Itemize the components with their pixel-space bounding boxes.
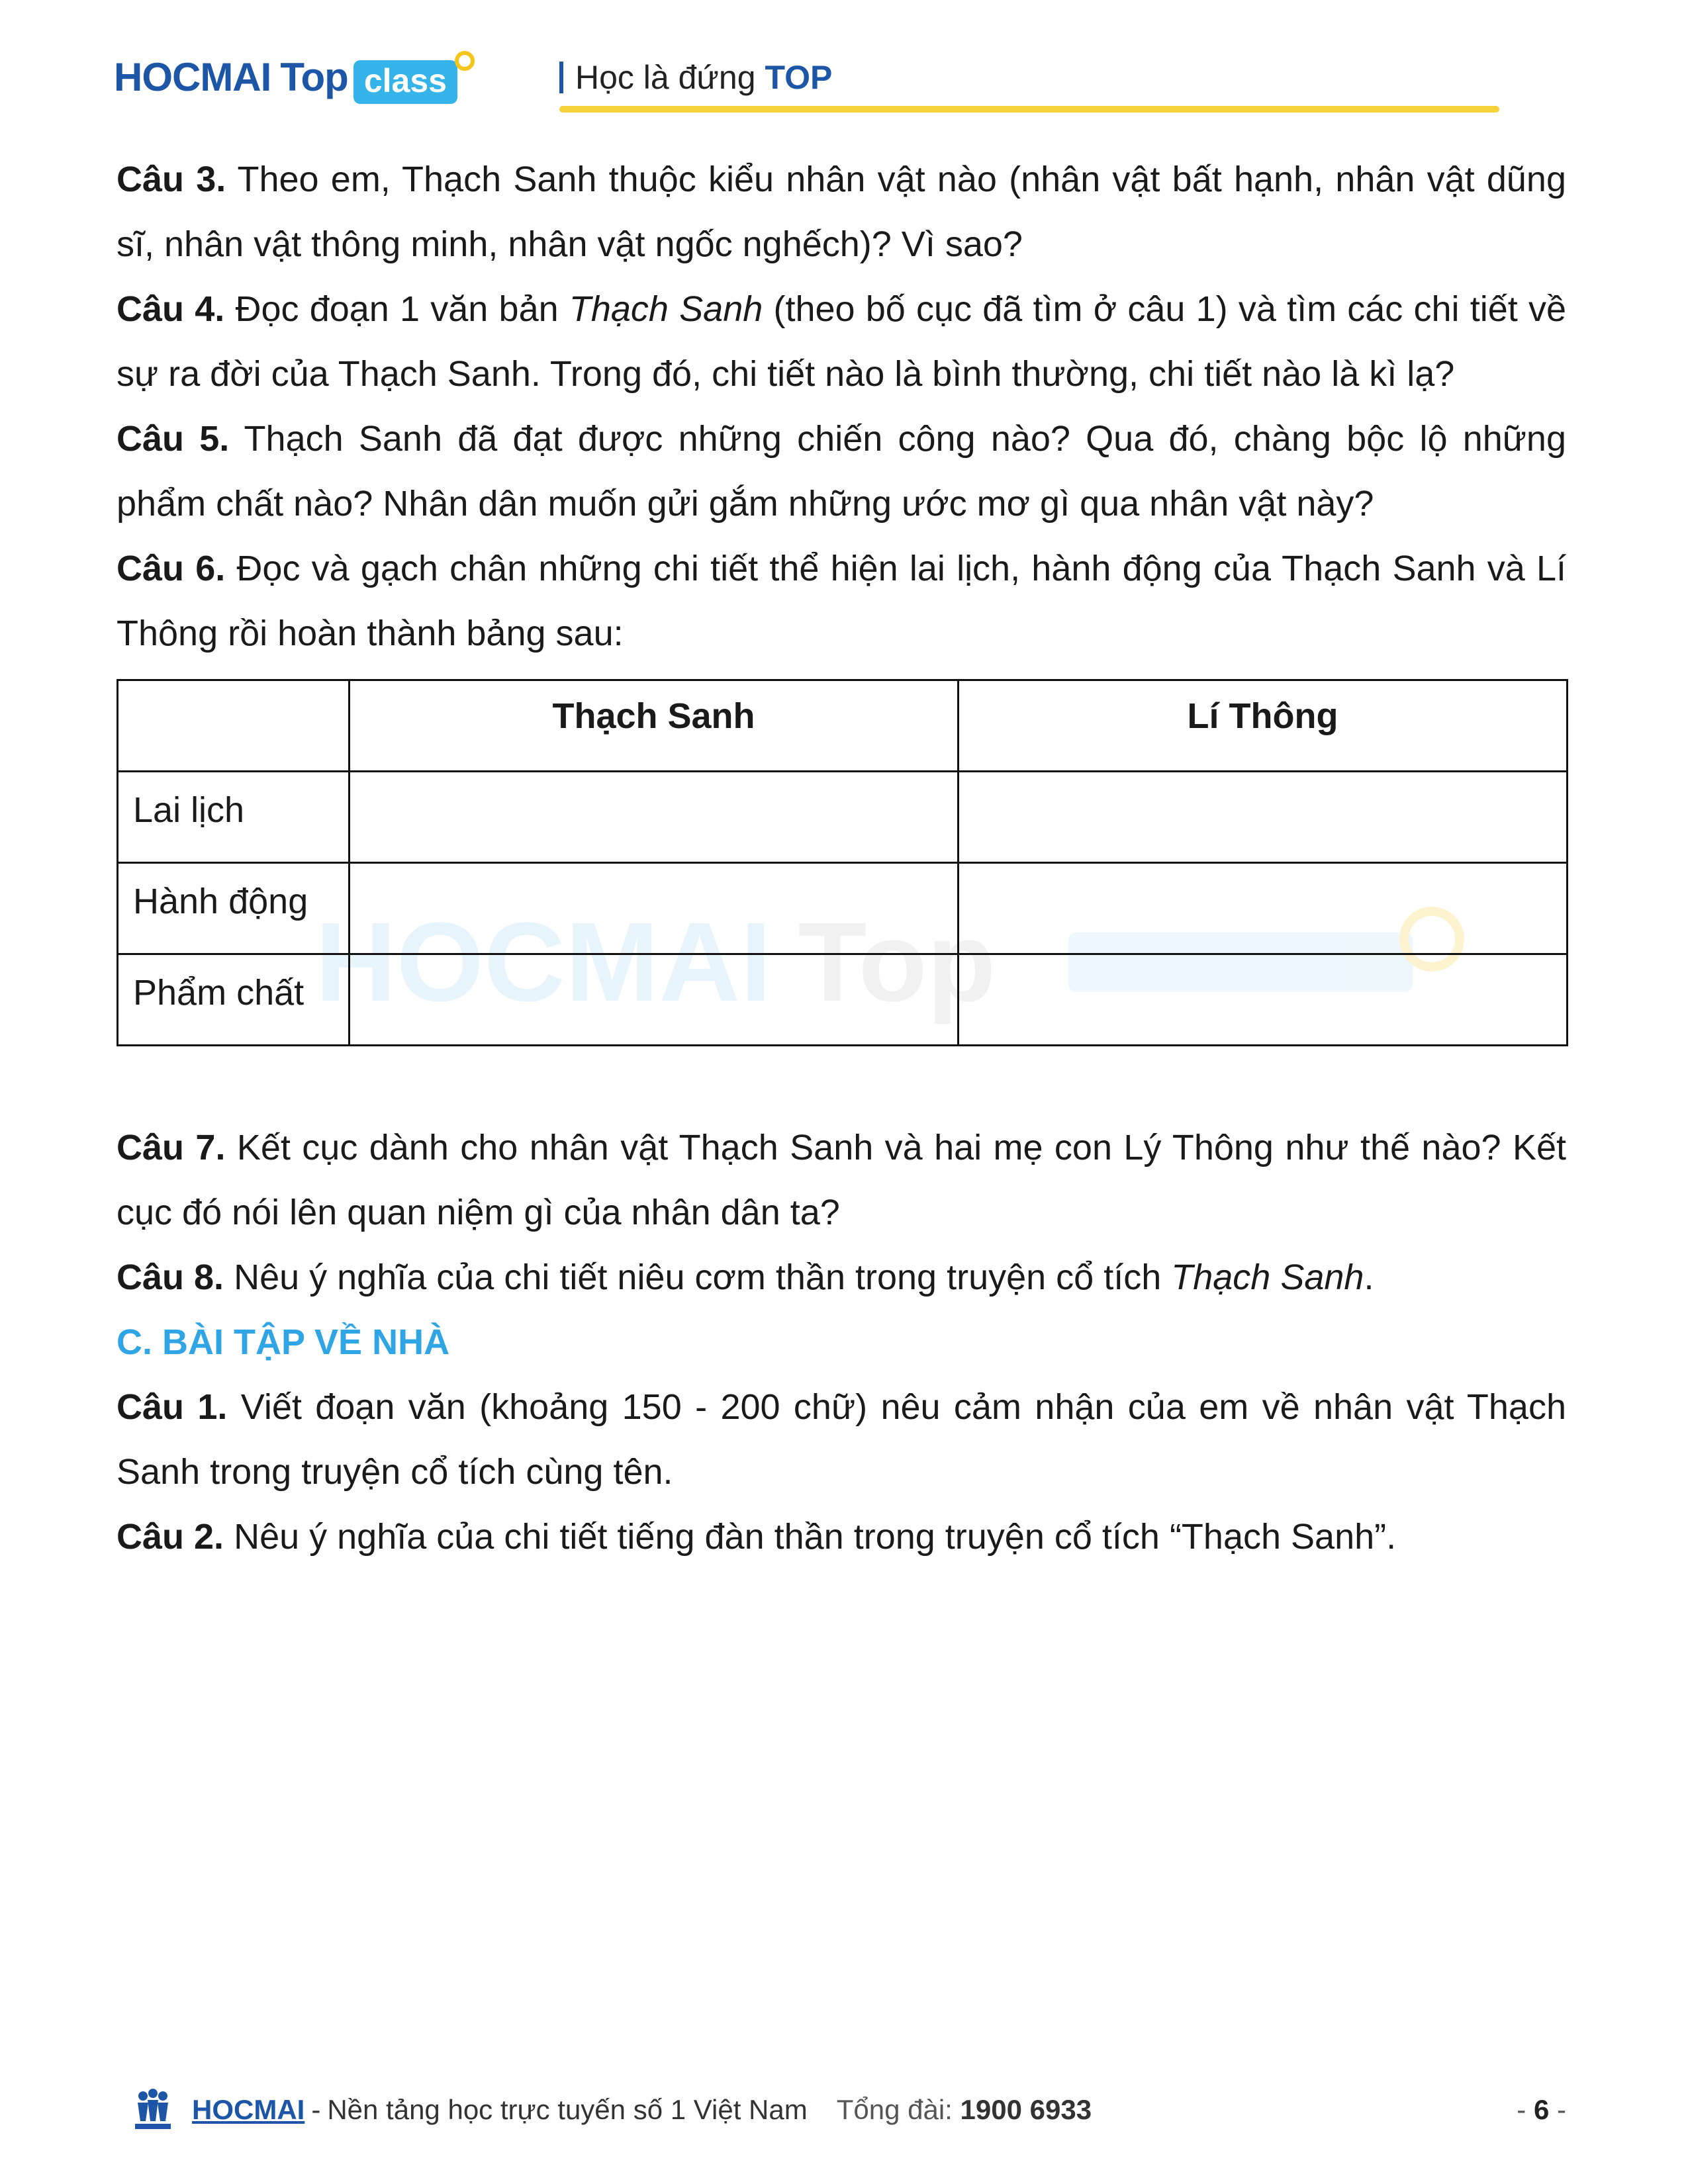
question-italic-title: Thạch Sanh	[569, 289, 763, 329]
table-header-cell-empty	[118, 680, 350, 772]
question-text: Thạch Sanh đã đạt được những chiến công nào? Qua đó, chàng bộc lộ những phẩm chất nào? Nhân dân muốn gửi gắm những ước mơ gì qua nhân vật này?	[117, 419, 1566, 523]
question-6	[117, 536, 1566, 666]
logo-top: Top	[280, 54, 348, 99]
question-label: Câu 7.	[117, 1128, 226, 1167]
question-text: Nêu ý nghĩa của chi tiết niêu cơm thần trong truyện cổ tích	[224, 1257, 1172, 1297]
question-text: Viết đoạn văn (khoảng 150 - 200 chữ) nêu cảm nhận của em về nhân vật Thạch Sanh trong truyện cổ tích cùng tên.	[117, 1387, 1566, 1492]
page-content	[117, 147, 1566, 1569]
hocmai-people-icon	[130, 2087, 176, 2133]
table-header-li-thong: Lí Thông	[959, 680, 1568, 772]
footer-brand-link[interactable]: HOCMAI	[192, 2094, 305, 2125]
question-8	[117, 1245, 1566, 1310]
row-label-pham-chat: Phẩm chất	[118, 954, 350, 1046]
header-underline	[559, 106, 1499, 113]
question-italic-title: Thạch Sanh	[1171, 1257, 1364, 1297]
answer-cell[interactable]	[959, 772, 1568, 863]
answer-cell[interactable]	[959, 954, 1568, 1046]
question-label: Câu 5.	[117, 419, 230, 459]
table-row	[118, 954, 1568, 1046]
slogan-prefix: Học là đứng	[575, 59, 756, 96]
logo-class-text: class	[363, 62, 447, 99]
question-4	[117, 277, 1566, 406]
question-text: Theo em, Thạch Sanh thuộc kiểu nhân vật nào (nhân vật bất hạnh, nhân vật dũng sĩ, nhân vật thông minh, nhân vật ngốc nghếch)? Vì sao?	[117, 159, 1566, 264]
question-text: Đọc đoạn 1 văn bản	[224, 289, 569, 329]
logo-word: HOCMAI	[114, 54, 271, 99]
question-3	[117, 147, 1566, 277]
footer-hotline	[837, 2094, 1092, 2126]
table-row	[118, 772, 1568, 863]
question-label: Câu 8.	[117, 1257, 224, 1297]
question-label: Câu 1.	[117, 1387, 228, 1427]
hotline-number: 1900 6933	[960, 2094, 1092, 2125]
question-text: .	[1364, 1257, 1374, 1297]
sun-icon	[455, 51, 475, 71]
row-label-lai-lich: Lai lịch	[118, 772, 350, 863]
question-text: Kết cục dành cho nhân vật Thạch Sanh và hai mẹ con Lý Thông như thế nào? Kết cục đó nói lên quan niệm gì của nhân dân ta?	[117, 1128, 1566, 1232]
question-7	[117, 1115, 1566, 1245]
header-slogan	[559, 58, 832, 97]
question-5	[117, 406, 1566, 536]
page-suffix: -	[1557, 2094, 1566, 2125]
watermark-word: HOCMAI	[315, 899, 772, 1025]
page-header	[0, 0, 1688, 126]
homework-question-2	[117, 1504, 1566, 1569]
footer-separator: -	[311, 2094, 321, 2125]
question-label: Câu 3.	[117, 159, 226, 199]
page-number	[1517, 2094, 1566, 2126]
question-text: Đọc và gạch chân những chi tiết thể hiện lai lịch, hành động của Thạch Sanh và Lí Thông rồi hoàn thành bảng sau:	[117, 549, 1566, 653]
question-text: Nêu ý nghĩa của chi tiết tiếng đàn thần trong truyện cổ tích “Thạch Sanh”.	[224, 1517, 1397, 1557]
table-header-row	[118, 680, 1568, 772]
question-label: Câu 6.	[117, 549, 226, 588]
page-number-value: 6	[1533, 2094, 1550, 2125]
slogan-top: TOP	[765, 59, 833, 96]
table-header-thach-sanh: Thạch Sanh	[350, 680, 959, 772]
comparison-table	[117, 679, 1568, 1046]
hotline-label: Tổng đài:	[836, 2094, 953, 2125]
hocmai-topclass-logo	[114, 44, 457, 110]
logo-class-badge	[353, 60, 457, 104]
row-label-hanh-dong: Hành động	[118, 863, 350, 954]
comparison-table-wrapper	[117, 679, 1566, 1046]
watermark-top: Top	[798, 899, 996, 1025]
answer-cell[interactable]	[350, 954, 959, 1046]
page-prefix: -	[1517, 2094, 1526, 2125]
answer-cell[interactable]	[350, 772, 959, 863]
homework-question-1	[117, 1375, 1566, 1504]
question-label: Câu 4.	[117, 289, 225, 329]
slogan-divider	[559, 62, 563, 93]
answer-cell[interactable]	[350, 863, 959, 954]
question-text: (theo bố cục đã tìm ở câu 1) và tìm các chi tiết về sự ra đời của Thạch Sanh. Trong đó, chi tiết nào là bình thường, chi tiết nào là kì lạ?	[117, 289, 1567, 394]
table-row	[118, 863, 1568, 954]
homework-heading: C. BÀI TẬP VỀ NHÀ	[117, 1322, 450, 1362]
answer-cell[interactable]	[959, 863, 1568, 954]
footer-tagline: Nền tảng học trực tuyến số 1 Việt Nam	[327, 2094, 808, 2125]
question-label: Câu 2.	[117, 1517, 224, 1557]
page-footer	[130, 2083, 1566, 2136]
